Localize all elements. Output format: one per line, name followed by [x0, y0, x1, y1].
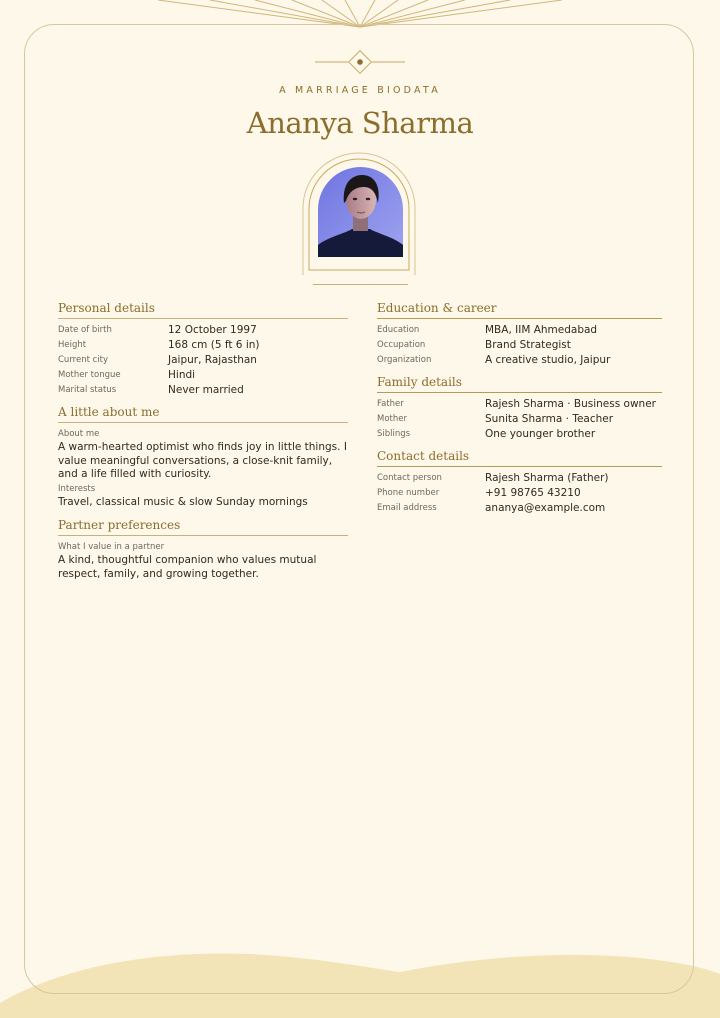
person-name: Ananya Sharma: [246, 106, 474, 140]
detail-row: [377, 486, 662, 501]
detail-value: Never married: [168, 384, 244, 396]
detail-row: [58, 338, 348, 353]
contact-details-title: Contact details: [377, 448, 662, 467]
partner-text: A kind, thoughtful companion who values mutual respect, family, and growing together.: [58, 554, 317, 580]
phone-number-value[interactable]: +91 98765 43210: [485, 487, 581, 499]
detail-value: 12 October 1997: [168, 324, 257, 336]
photo-underline: [313, 284, 408, 285]
detail-row: [377, 397, 662, 412]
detail-label: Email address: [377, 503, 437, 513]
email-address-link[interactable]: ananya@example.com: [485, 502, 606, 514]
detail-value: One younger brother: [485, 428, 596, 440]
detail-label: Contact person: [377, 473, 442, 483]
detail-row: [377, 323, 662, 338]
detail-row: [58, 353, 348, 368]
interests-text: Travel, classical music & slow Sunday mornings: [58, 495, 308, 508]
detail-label: Phone number: [377, 488, 440, 498]
about-label: About me: [58, 429, 100, 439]
interests-label: Interests: [58, 483, 96, 494]
detail-value: A creative studio, Jaipur: [485, 354, 611, 366]
detail-label: Mother tongue: [58, 370, 121, 380]
biodata-tagline: A MARRIAGE BIODATA: [279, 85, 441, 96]
detail-label: Height: [58, 340, 87, 350]
about-title: A little about me: [58, 404, 348, 423]
detail-label: Siblings: [377, 429, 411, 439]
diamond-ornament-icon: [310, 48, 410, 76]
detail-value: Brand Strategist: [485, 339, 571, 351]
detail-label: Date of birth: [58, 325, 112, 335]
detail-label: Organization: [377, 355, 432, 365]
detail-row: [377, 412, 662, 427]
partner-preferences-title: Partner preferences: [58, 517, 348, 536]
portrait-photo: [318, 167, 403, 257]
detail-value: Rajesh Sharma · Business owner: [485, 398, 656, 410]
detail-label: Current city: [58, 355, 109, 365]
detail-row: [377, 501, 662, 516]
detail-value: Jaipur, Rajasthan: [168, 354, 257, 366]
family-details-title: Family details: [377, 374, 662, 393]
left-column: [58, 300, 348, 581]
about-text: A warm-hearted optimist who finds joy in little things. I value meaningful conversations, a close-knit family, and a life filled with curiosity.: [58, 441, 347, 480]
detail-row: [377, 471, 662, 486]
detail-row: [58, 323, 348, 338]
detail-value: 168 cm (5 ft 6 in): [168, 339, 260, 351]
detail-value: MBA, IIM Ahmedabad: [485, 324, 598, 336]
portrait-frame: [302, 152, 417, 276]
detail-row: [58, 383, 348, 398]
detail-label: Father: [377, 399, 404, 409]
detail-label: Marital status: [58, 385, 117, 395]
detail-row: [377, 353, 662, 368]
right-column: [377, 300, 662, 516]
detail-label: Occupation: [377, 340, 426, 350]
personal-details-title: Personal details: [58, 300, 348, 319]
detail-value: Rajesh Sharma (Father): [485, 472, 609, 484]
detail-label: Education: [377, 325, 420, 335]
detail-row: [377, 427, 662, 442]
partner-label: What I value in a partner: [58, 542, 165, 552]
detail-value: Sunita Sharma · Teacher: [485, 413, 614, 425]
detail-value: Hindi: [168, 369, 196, 381]
education-career-title: Education & career: [377, 300, 662, 319]
detail-row: [58, 368, 348, 383]
detail-label: Mother: [377, 414, 407, 424]
detail-row: [377, 338, 662, 353]
